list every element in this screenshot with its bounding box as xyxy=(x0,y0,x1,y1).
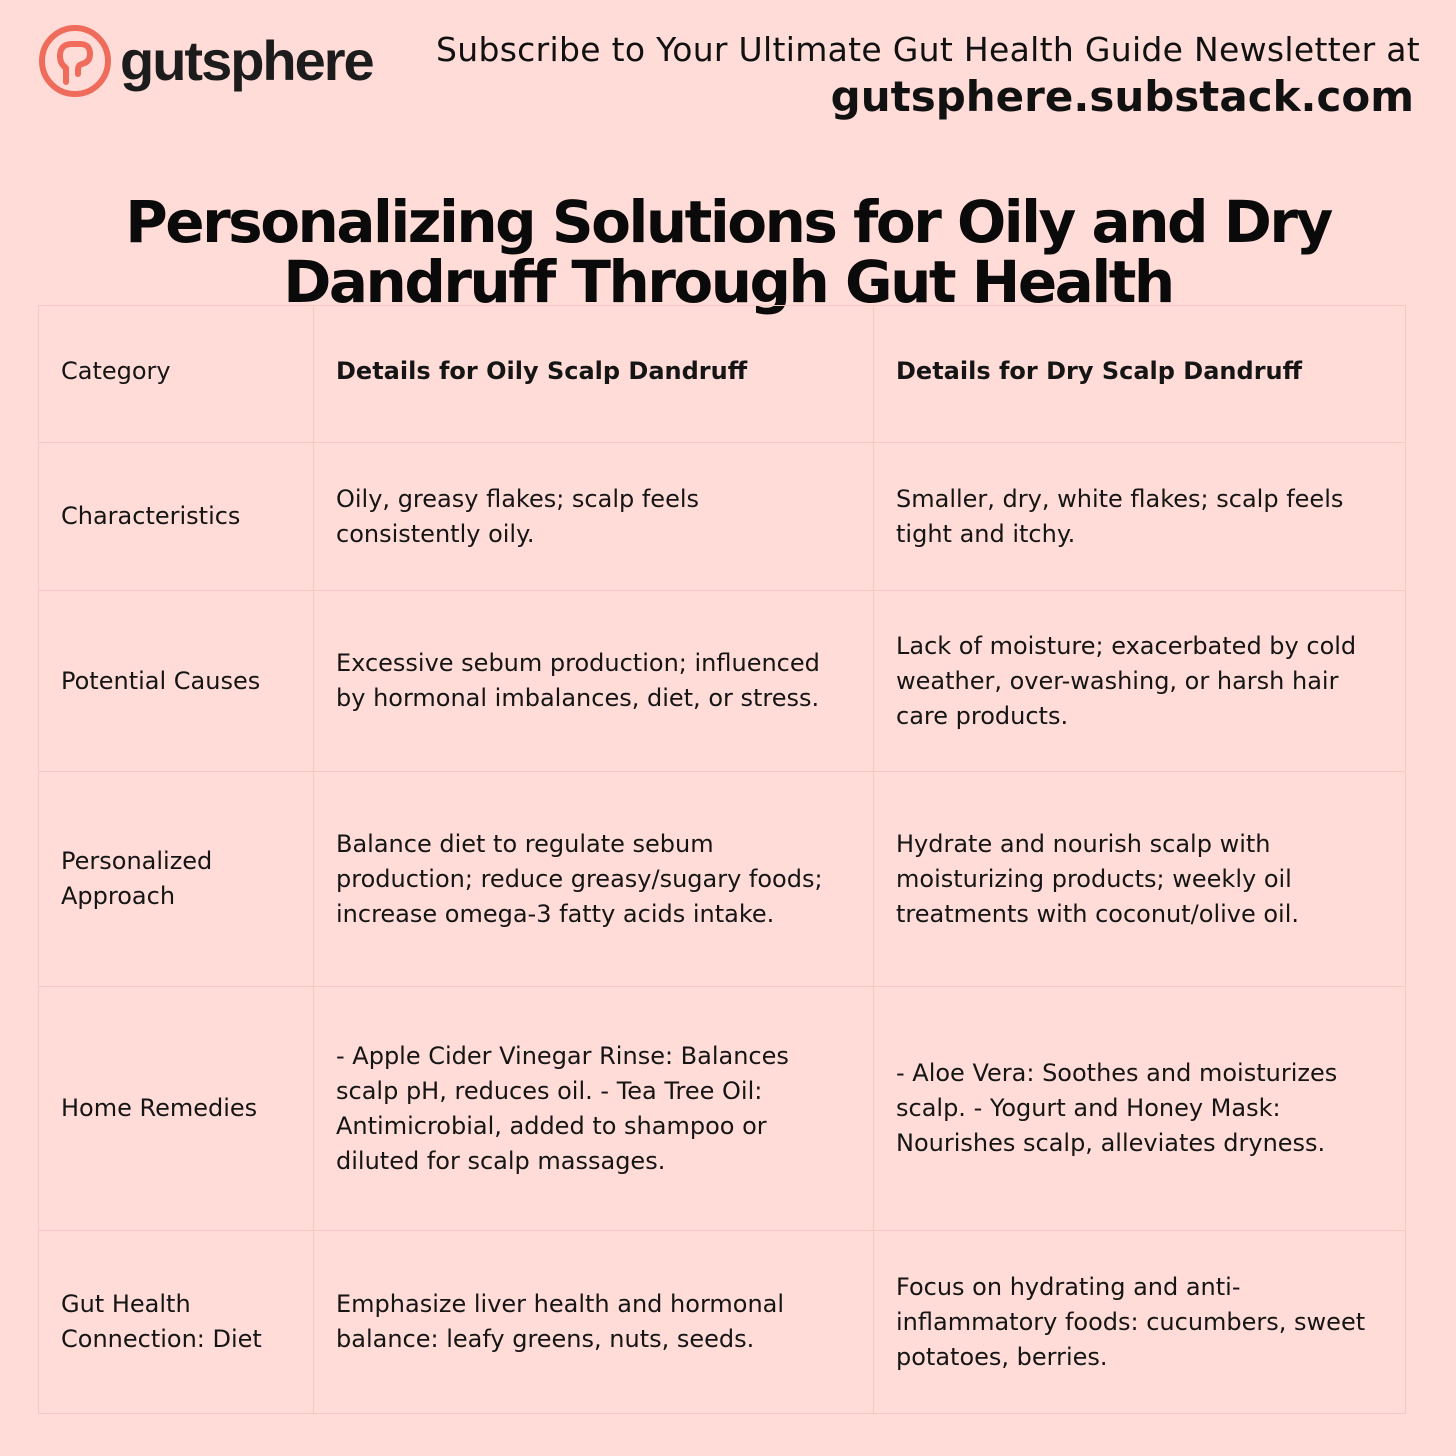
gut-icon xyxy=(38,24,112,98)
row-dry: Focus on hydrating and anti-inflammatory foods: cucumbers, sweet potatoes, berries. xyxy=(874,1231,1406,1414)
row-oily: - Apple Cider Vinegar Rinse: Balances scalp pH, reduces oil. - Tea Tree Oil: Antimicrobial, added to shampoo or diluted for scalp massages. xyxy=(314,987,874,1231)
header-oily: Details for Oily Scalp Dandruff xyxy=(314,306,874,443)
row-category: Personalized Approach xyxy=(39,772,314,987)
row-oily: Oily, greasy flakes; scalp feels consistently oily. xyxy=(314,443,874,591)
row-oily: Excessive sebum production; influenced by hormonal imbalances, diet, or stress. xyxy=(314,591,874,772)
row-category: Potential Causes xyxy=(39,591,314,772)
table-header-row xyxy=(39,306,1406,443)
row-dry: Hydrate and nourish scalp with moisturizing products; weekly oil treatments with coconut/olive oil. xyxy=(874,772,1406,987)
row-oily: Balance diet to regulate sebum production; reduce greasy/sugary foods; increase omega-3 fatty acids intake. xyxy=(314,772,874,987)
header-dry: Details for Dry Scalp Dandruff xyxy=(874,306,1406,443)
table-row xyxy=(39,591,1406,772)
brand-logo xyxy=(38,24,373,98)
page-title xyxy=(0,188,1456,316)
row-category: Home Remedies xyxy=(39,987,314,1231)
subscribe-banner xyxy=(436,28,1420,122)
row-dry: Lack of moisture; exacerbated by cold weather, over-washing, or harsh hair care products. xyxy=(874,591,1406,772)
table-row xyxy=(39,443,1406,591)
brand-name: gutsphere xyxy=(120,29,373,92)
row-category: Characteristics xyxy=(39,443,314,591)
subscribe-link[interactable]: gutsphere.substack.com xyxy=(830,72,1414,121)
table-row xyxy=(39,772,1406,987)
table-row xyxy=(39,987,1406,1231)
row-oily: Emphasize liver health and hormonal balance: leafy greens, nuts, seeds. xyxy=(314,1231,874,1414)
row-dry: Smaller, dry, white flakes; scalp feels tight and itchy. xyxy=(874,443,1406,591)
header-category: Category xyxy=(39,306,314,443)
subscribe-text: Subscribe to Your Ultimate Gut Health Guide Newsletter at xyxy=(435,30,1420,69)
page-title-line-2: Dandruff Through Gut Health xyxy=(283,248,1173,316)
comparison-table xyxy=(38,305,1405,1413)
table-row xyxy=(39,1231,1406,1414)
page-title-line-1: Personalizing Solutions for Oily and Dry xyxy=(125,188,1331,256)
row-category: Gut Health Connection: Diet xyxy=(39,1231,314,1414)
row-dry: - Aloe Vera: Soothes and moisturizes scalp. - Yogurt and Honey Mask: Nourishes scalp, alleviates dryness. xyxy=(874,987,1406,1231)
